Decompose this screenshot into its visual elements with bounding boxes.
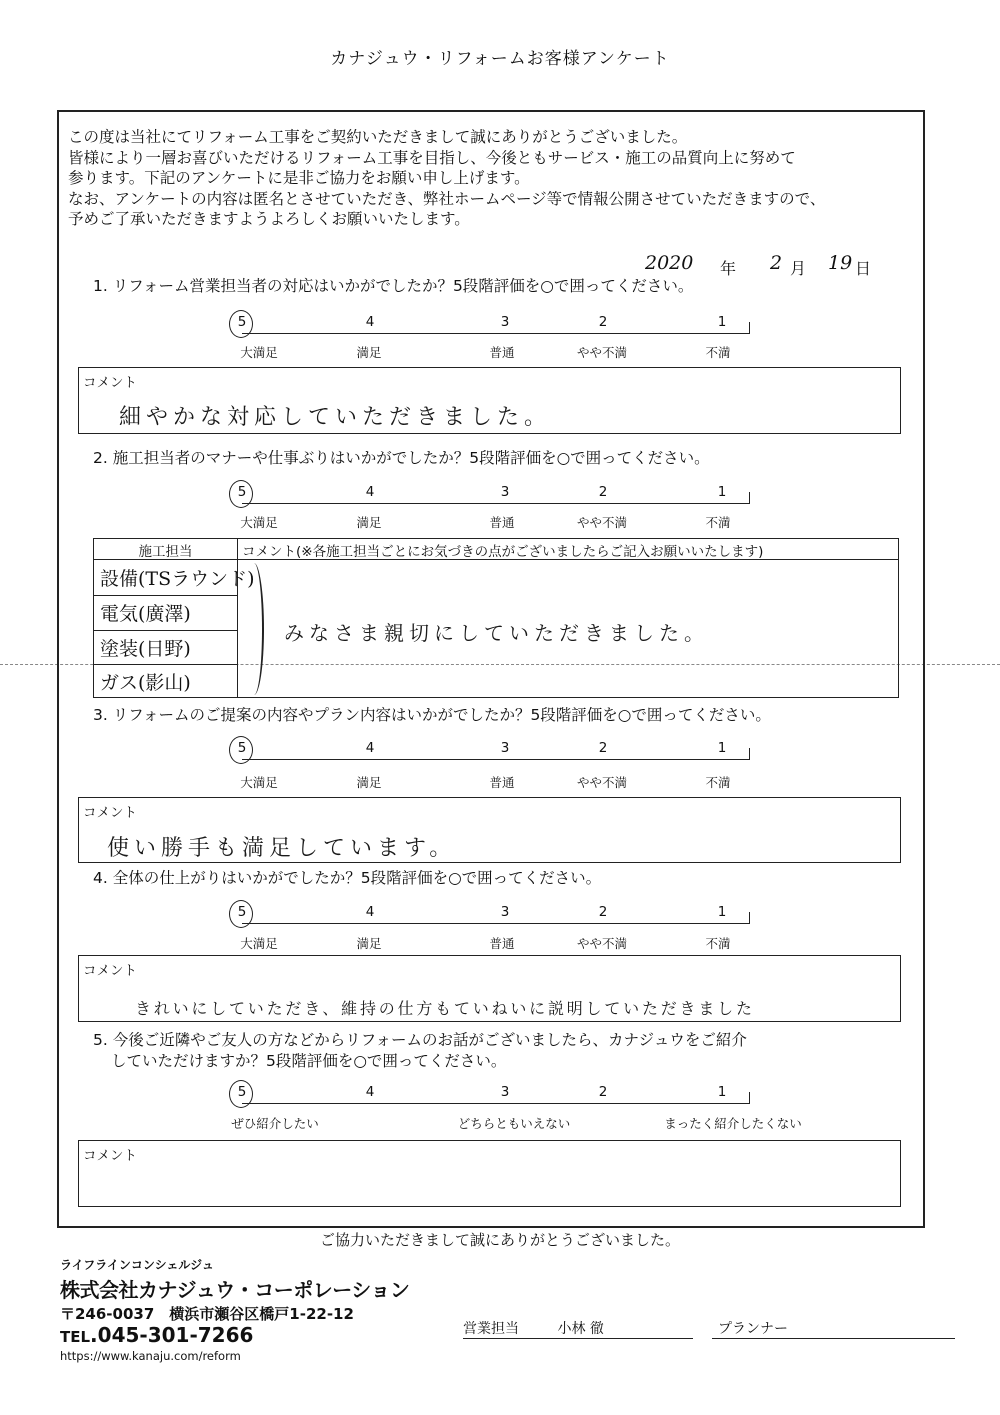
date-day-unit: 日 <box>855 259 872 278</box>
selected-rating-circle <box>229 900 253 928</box>
date-month-unit: 月 <box>790 259 807 278</box>
date-month: 2 <box>770 252 783 274</box>
comment-box-4[interactable] <box>78 955 901 1022</box>
sales-label: 営業担当 <box>463 1321 519 1337</box>
scale-line <box>242 333 750 334</box>
scale-label: 満足 <box>356 775 382 790</box>
intro-line: 皆様により一層お喜びいただけるリフォーム工事を目指し、今後ともサービス・施工の品質向上に努めて <box>68 148 796 167</box>
company-tagline: ライフラインコンシェルジュ <box>60 1258 214 1272</box>
rating-scale-5 <box>230 1084 750 1104</box>
closing-message: ご協力いただきまして誠にありがとうございました。 <box>319 1231 680 1249</box>
rating-scale-3 <box>230 740 750 760</box>
scale-num-4[interactable]: 4 <box>365 484 375 500</box>
scale-line <box>242 1103 750 1104</box>
question-4: 4. 全体の仕上がりはいかがでしたか？5段階評価を○で囲ってください。 <box>93 869 602 887</box>
company-url[interactable]: https://www.kanaju.com/reform <box>60 1349 241 1363</box>
comment-box-5[interactable] <box>78 1140 901 1207</box>
scale-num-1[interactable]: 1 <box>717 740 727 756</box>
staff-row-text: ガス(影山) <box>100 672 191 694</box>
scale-num-3[interactable]: 3 <box>500 904 510 920</box>
scale-label: やや不満 <box>576 775 628 790</box>
scale-label: 不満 <box>705 345 731 360</box>
scale-label: 満足 <box>356 515 382 530</box>
scale-num-5[interactable]: 5 <box>237 314 247 330</box>
comment-label: コメント <box>83 375 137 391</box>
scale-label: 普通 <box>489 345 515 360</box>
scale-label: どちらともいえない <box>457 1116 571 1131</box>
rating-scale-4 <box>230 904 750 924</box>
scale-line <box>242 503 750 504</box>
tel-number: 045-301-7266 <box>97 1323 254 1347</box>
scale-num-5[interactable]: 5 <box>237 1084 247 1100</box>
scale-num-3[interactable]: 3 <box>500 1084 510 1100</box>
staff-comment-table <box>93 538 899 698</box>
staff-comment-header: コメント(※各施工担当ごとにお気づきの点がございましたらご記入お願いいたします) <box>242 544 764 560</box>
scale-label: 大満足 <box>240 775 278 790</box>
scale-label: 不満 <box>705 515 731 530</box>
scale-end-tick <box>749 912 750 924</box>
handwritten-comment: きれいにしていただき、維持の仕方もていねいに説明していただきました <box>135 999 755 1018</box>
scale-labels-1 <box>0 343 1000 361</box>
scale-num-4[interactable]: 4 <box>365 740 375 756</box>
date-year: 2020 <box>645 252 694 274</box>
intro-text <box>68 127 918 230</box>
scale-end-tick <box>749 1092 750 1104</box>
comment-label: コメント <box>83 805 137 821</box>
selected-rating-circle <box>229 736 253 764</box>
planner-label: プランナー <box>718 1321 788 1337</box>
scale-label: 普通 <box>489 936 515 951</box>
date-year-unit: 年 <box>720 259 737 278</box>
scale-num-3[interactable]: 3 <box>500 740 510 756</box>
scale-num-5[interactable]: 5 <box>237 904 247 920</box>
company-phone: TEL.045-301-7266 <box>60 1323 254 1347</box>
scale-num-2[interactable]: 2 <box>598 484 608 500</box>
scale-num-4[interactable]: 4 <box>365 904 375 920</box>
scale-label: 満足 <box>356 345 382 360</box>
scale-end-tick <box>749 492 750 504</box>
scale-labels-2 <box>0 513 1000 531</box>
comment-box-1[interactable] <box>78 367 901 434</box>
scale-label: 不満 <box>705 936 731 951</box>
date-day: 19 <box>828 252 853 274</box>
comment-label: コメント <box>83 963 137 979</box>
intro-line: この度は当社にてリフォーム工事をご契約いただきまして誠にありがとうございました。 <box>68 128 688 146</box>
staff-table-header <box>94 539 898 560</box>
scale-label: やや不満 <box>576 345 628 360</box>
question-3: 3. リフォームのご提案の内容やプラン内容はいかがでしたか？5段階評価を○で囲ってください。 <box>93 706 771 724</box>
scale-num-3[interactable]: 3 <box>500 484 510 500</box>
scale-label: 普通 <box>489 775 515 790</box>
scale-num-1[interactable]: 1 <box>717 314 727 330</box>
company-name: 株式会社カナジュウ・コーポレーション <box>60 1278 410 1302</box>
scale-num-2[interactable]: 2 <box>598 1084 608 1100</box>
staff-row <box>94 561 255 595</box>
staff-row-text: 電気(廣澤) <box>100 603 191 625</box>
scale-label: まったく紹介したくない <box>664 1116 802 1131</box>
scale-num-5[interactable]: 5 <box>237 740 247 756</box>
selected-rating-circle <box>229 480 253 508</box>
comment-box-3[interactable] <box>78 797 901 863</box>
staff-row <box>94 631 237 665</box>
scale-num-2[interactable]: 2 <box>598 904 608 920</box>
intro-line: なお、アンケートの内容は匿名とさせていただき、弊社ホームページ等で情報公開させていただきますので、 <box>68 189 826 208</box>
page-title: カナジュウ・リフォームお客様アンケート <box>330 49 670 69</box>
scale-label: 満足 <box>356 936 382 951</box>
staff-row-text: 塗装(日野) <box>100 638 191 660</box>
question-1: 1. リフォーム営業担当者の対応はいかがでしたか？5段階評価を○で囲ってください。 <box>93 277 694 295</box>
bracket-mark <box>244 563 264 695</box>
staff-table-divider <box>237 539 238 697</box>
staff-header-label: 施工担当 <box>138 544 193 560</box>
staff-row <box>94 665 237 699</box>
company-address: 〒246-0037 横浜市瀬谷区橋戸1-22-12 <box>60 1305 354 1323</box>
scale-num-1[interactable]: 1 <box>717 1084 727 1100</box>
intro-line: 予めご了承いただきますようよろしくお願いいたします。 <box>68 210 470 228</box>
scale-num-4[interactable]: 4 <box>365 314 375 330</box>
scale-line <box>242 923 750 924</box>
scale-labels-4 <box>0 934 1000 952</box>
scale-line <box>242 759 750 760</box>
scale-end-tick <box>749 322 750 334</box>
scale-num-1[interactable]: 1 <box>717 904 727 920</box>
selected-rating-circle <box>229 310 253 338</box>
comment-label: コメント <box>83 1148 137 1164</box>
handwritten-staff-comment: みなさま親切にしていただきました。 <box>284 621 709 645</box>
scale-num-4[interactable]: 4 <box>365 1084 375 1100</box>
scale-labels-5 <box>0 1114 1000 1132</box>
sales-name: 小林 徹 <box>557 1321 604 1337</box>
tel-prefix: TEL <box>60 1328 91 1346</box>
scale-label: 不満 <box>705 775 731 790</box>
sales-signature-line <box>463 1318 693 1339</box>
question-2: 2. 施工担当者のマナーや仕事ぶりはいかがでしたか？5段階評価を○で囲ってください。 <box>93 449 710 467</box>
planner-signature-line <box>712 1318 955 1339</box>
scale-label: やや不満 <box>576 936 628 951</box>
scale-label: ぜひ紹介したい <box>231 1116 319 1131</box>
scale-label: 大満足 <box>240 515 278 530</box>
rating-scale-1 <box>230 314 750 334</box>
scale-label: やや不満 <box>576 515 628 530</box>
handwritten-comment: 使い勝手も満足しています。 <box>107 836 457 861</box>
scale-end-tick <box>749 748 750 760</box>
question-5-line-1: 5. 今後ご近隣やご友人の方などからリフォームのお話がございましたら、カナジュウをご紹介 <box>93 1031 747 1049</box>
handwritten-comment: 細やかな対応していただきました。 <box>119 405 552 430</box>
scale-label: 大満足 <box>240 936 278 951</box>
scale-num-1[interactable]: 1 <box>717 484 727 500</box>
scale-labels-3 <box>0 773 1000 791</box>
scale-num-2[interactable]: 2 <box>598 314 608 330</box>
rating-scale-2 <box>230 484 750 504</box>
scale-label: 大満足 <box>240 345 278 360</box>
intro-line: 参ります。下記のアンケートに是非ご協力をお願い申し上げます。 <box>68 169 530 187</box>
staff-row-text: 設備(TSラウンド) <box>100 568 255 590</box>
scale-num-5[interactable]: 5 <box>237 484 247 500</box>
scale-num-3[interactable]: 3 <box>500 314 510 330</box>
question-5-line-2: していただけますか？5段階評価を○で囲ってください。 <box>111 1052 507 1070</box>
selected-rating-circle <box>229 1080 253 1108</box>
scale-label: 普通 <box>489 515 515 530</box>
scale-num-2[interactable]: 2 <box>598 740 608 756</box>
staff-row <box>94 596 237 630</box>
